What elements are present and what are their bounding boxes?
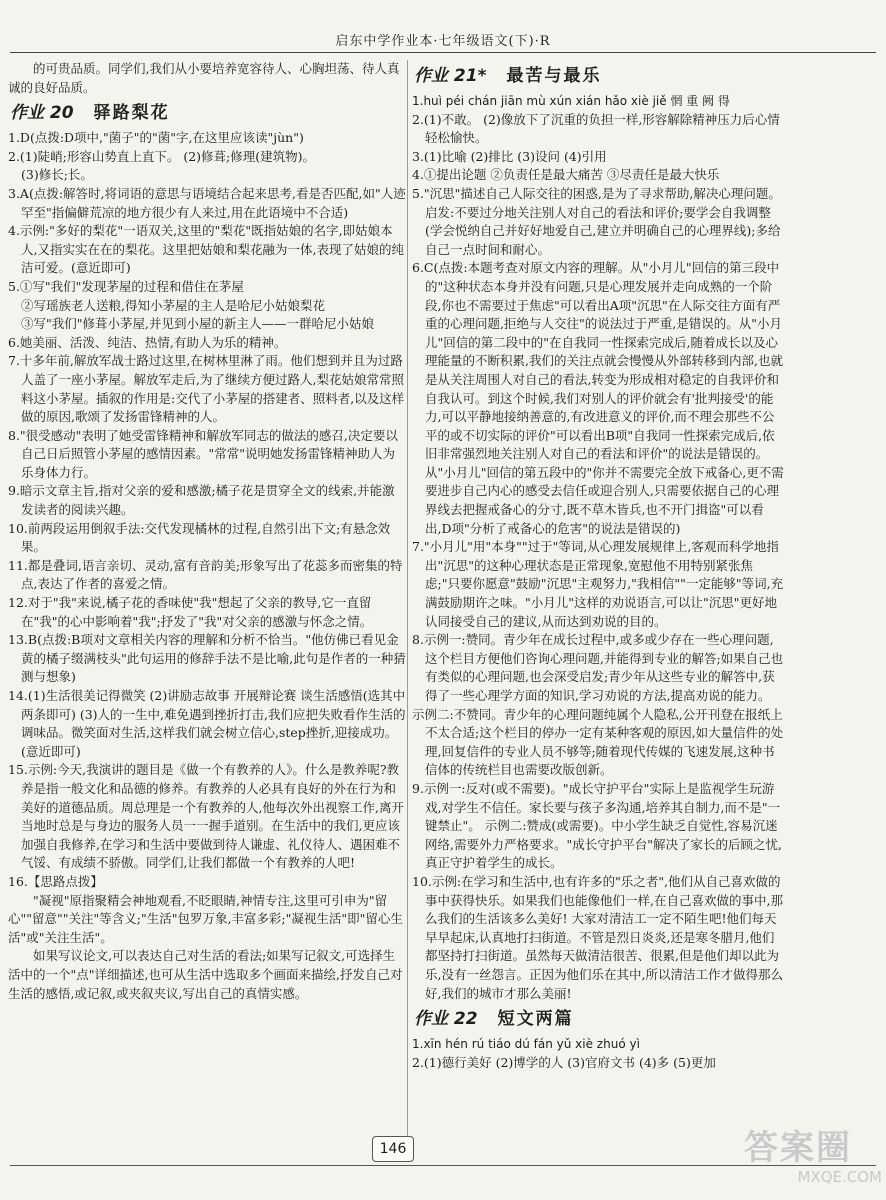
section-label: 作业 21* xyxy=(414,66,487,86)
answer-item: 1.D(点拨:D项中,"菌子"的"菌"字,在这里应该读"jùn") xyxy=(8,130,304,146)
answer-item: 7.十多年前,解放军战士路过这里,在树林里淋了雨。他们想到并且为过路人盖了一座小茅屋。解放军走后,为了继续方便过路人,梨花姑娘常常照料这小茅屋。插叙的作用是:交代了小茅屋的搭建者、照料者,以及这样做的原因,歌颂了发扬雷锋精神的人。 xyxy=(8,353,405,425)
section-title: 驿路梨花 xyxy=(93,103,170,124)
answer-item: "凝视"原指聚精会神地观看,不眨眼睛,神情专注,这里可引申为"留心""留意""关注"等含义;"生活"包罗万象,丰富多彩;"凝视生活"即"留心生活"或"关注生活"。 xyxy=(8,892,403,945)
answer-item: (3)修长;长。 xyxy=(21,167,93,183)
answer-item: 6.她美丽、活泼、纯洁、热情,有助人为乐的精神。 xyxy=(8,334,287,350)
header-rule xyxy=(10,52,876,53)
answer-item: 2.(1)不敢。 (2)像放下了沉重的负担一样,形容解除精神压力后心情轻松愉快。 xyxy=(412,111,780,146)
answer-item: 14.(1)生活很美记得微笑 (2)讲励志故事 开展辩论赛 谈生活感悟(选其中两条即可) (3)人的一生中,难免遇到挫折打击,我们应把失败看作生活的调味品。微笑面对生活,这样我们就会树立信心,step挫折,迎接成功。(意近即可) xyxy=(8,688,406,759)
answer-item: 12.对于"我"来说,橘子花的香味使"我"想起了父亲的教导,它一直留在"我"的心中影响着"我";抒发了"我"对父亲的感激与怀念之情。 xyxy=(8,595,373,629)
section-label: 作业 20 xyxy=(10,103,74,124)
answer-item: 5."沉思"描述自己人际交往的困惑,是为了寻求帮助,解决心理问题。启发:不要过分地关注别人对自己的看法和评价;要学会自我调整(学会悦纳自己并好好地爱自己,建立并明确自己的心理界线);多给自己一点时间和耐心。 xyxy=(412,185,781,257)
answer-item: 示例二:不赞同。青少年的心理问题纯属个人隐私,公开刊登在报纸上不太合适;这个栏目的停办一定有某种客观的原因,如大量信件的处理,回复信件的专业人员不够等;随着现代传媒的飞速发展,这种书信体的传统栏目也需要改版创新。 xyxy=(412,706,784,778)
answer-item: ③写"我们"修葺小茅屋,并见到小屋的新主人——一群哈尼小姑娘 xyxy=(21,316,374,332)
answer-item: 15.示例:今天,我演讲的题目是《做一个有教养的人》。什么是教养呢?教养是指一般文化和品德的修养。有教养的人必具有良好的外在行为和美好的道德品质。周总理是一个有教养的人,他每次外出视察工作,离开当地时总是与身边的服务人员一一握手道别。在生活中的我们,更应该加强自我修养,在学习和生活中要做到待人谦虚、礼仪待人、遇困难不气馁、有成绩不骄傲。同学们,让我们都做一个有教养的人吧! xyxy=(8,762,404,871)
section-label: 作业 22 xyxy=(414,1009,478,1030)
answer-item: 如果写议论文,可以表达自己对生活的看法;如果写记叙文,可选择生活中的一个"点"详细描述,也可从生活中选取多个画面来描绘,抒发自己对生活的感悟,或记叙,或夹叙夹议,写出自己的真情实感。 xyxy=(8,948,403,1001)
watermark-logo xyxy=(744,1128,882,1194)
answer-item: 9.示例一:反对(或不需要)。"成长守护平台"实际上是监视学生玩游戏,对学生不信任。家长要与孩子多沟通,培养其自制力,而不是"一键禁止"。 示例二:赞成(或需要)。中小学生缺乏自觉性,容易沉迷网络,需要外力严格要求。"成长守护平台"解决了家长的后顾之忧,真正守护着学生的成长。 xyxy=(412,780,782,871)
section-title: 短文两篇 xyxy=(497,1009,574,1030)
answer-item: 10.示例:在学习和生活中,也有许多的"乐之者",他们从自己喜欢做的事中获得快乐。如果我们也能像他们一样,在自己喜欢做的事中,那么我们的生活该多么美好! 大家对清洁工一定不陌生吧!他们每天早早起床,认真地打扫街道。不管是烈日炎炎,还是寒冬腊月,他们都坚持打扫街道。虽然每天做清洁很苦、很累,但是他们却以此为乐,没有一丝怨言。正因为他们乐在其中,所以清洁工作才做得那么好,我们的城市才那么美丽! xyxy=(412,873,783,1001)
section-heading-22 xyxy=(414,1008,784,1030)
section-title: 最苦与最乐 xyxy=(506,66,602,86)
running-header: 启东中学作业本·七年级语文(下)·R xyxy=(335,34,551,49)
answer-item: 5.①写"我们"发现茅屋的过程和借住在茅屋 xyxy=(8,278,244,294)
answer-item: 1.huì péi chán jiān mù xún xián hǎo xiè jiě 惘 重 阙 得 xyxy=(412,94,730,108)
watermark-logo-text: 答案圈 xyxy=(744,1128,852,1168)
answer-item: 8."很受感动"表明了她受雷锋精神和解放军同志的做法的感召,决定要以自己日后照管小茅屋的感情因素。"常常"说明她发扬雷锋精神助人为乐身体力行。 xyxy=(8,427,398,480)
section-heading-21 xyxy=(414,65,784,87)
answer-item: 9.暗示文章主旨,指对父亲的爱和感激;橘子花是贯穿全文的线索,并能激发读者的阅读兴趣。 xyxy=(8,483,395,518)
answer-item: 1.xīn hén rú tiáo dú fán yǔ xiè zhuó yì xyxy=(412,1037,640,1052)
watermark-url: MXQE.COM xyxy=(797,1168,882,1186)
answer-item: ②写瑶族老人送粮,得知小茅屋的主人是哈尼小姑娘梨花 xyxy=(21,297,325,313)
page-number: 146 xyxy=(372,1136,414,1162)
answer-item: 4.示例:"多好的梨花"一语双关,这里的"梨花"既指姑娘的名字,即姑娘本人,又指实实在在的梨花。这里把姑娘和梨花融为一体,表现了姑娘的纯洁可爱。(意近即可) xyxy=(8,223,404,276)
column-divider xyxy=(407,60,408,1160)
answer-item: 10.前两段运用倒叙手法:交代发现橘林的过程,自然引出下文;有悬念效果。 xyxy=(8,520,391,555)
answer-item: 11.都是叠词,语言亲切、灵动,富有音韵美;形象写出了花蕊多而密集的特点,表达了作者的喜爱之情。 xyxy=(8,557,403,592)
answer-item: 4.①提出论题 ②负责任是最大痛苦 ③尽责任是最大快乐 xyxy=(412,167,720,183)
answer-item: 2.(1)德行美好 (2)博学的人 (3)官府文书 (4)多 (5)更加 xyxy=(412,1054,716,1070)
answer-item: 8.示例一:赞同。青少年在成长过程中,或多或少存在一些心理问题,这个栏目方便他们咨询心理问题,并能得到专业的解答;如果自己也有类似的心理问题,也会深受启发;青少年从这些专业的解答中,获得了一些心理学方面的知识,学习劝说的方法,提高劝说的能力。 xyxy=(412,632,784,703)
left-column xyxy=(8,60,406,1003)
right-column xyxy=(412,60,784,1072)
answer-item: 6.C(点拨:本题考查对原文内容的理解。从"小月儿"回信的第三段中的"这种状态本身并没有问题,只是心理发展并走向成熟的一个阶段,你也不需要过于焦虑"可以看出A项"沉思"在人际交往方面有严重的心理问题,拒绝与人交往"的说法过于严重,是错误的。从"小月儿"回信的第二段中的"在自我同一性探索完成后,随着成长以及心理能量的不断积累,我们的关注点就会慢慢从外部转移到内部,也就是从关注周围人对自己的看法,转变为形成相对稳定的自我评价和自我认可。到这个时候,我们对别人的评价就会有'批判接受'的能力,可以平静地接纳善意的,有改进意义的评价,而不理会那些不公平的或不切实际的评价"可以看出B项"自我同一性探索完成后,依旧非常强烈地关注别人对自己的看法和评价"的说法是错误的。从"小月儿"回信的第五段中的"你并不需要完全放下戒备心,更不需要进步自己内心的感受去信任或迎合别人,只需要依据自己的心理界线去把握戒备心的分寸,既不草木皆兵,也不开门揖盗"可以看出,D项"分析了戒备心的危害"的说法是错误的) xyxy=(412,260,784,536)
section-heading-20 xyxy=(10,102,406,124)
intro-paragraph: 的可贵品质。同学们,我们从小要培养宽容待人、心胸坦荡、待人真诚的良好品质。 xyxy=(8,61,400,95)
answer-item: 3.A(点拨:解答时,将词语的意思与语境结合起来思考,看是否匹配,如"人迹罕至"指偏僻荒凉的地方很少有人来过,用在此语境中不合适) xyxy=(8,185,406,220)
answer-item: 13.B(点拨:B项对文章相关内容的理解和分析不恰当。"他仿佛已看见金黄的橘子缀满枝头"此句运用的修辞手法不是比喻,此句是作者的一种猜测与想象) xyxy=(8,632,406,685)
answer-item: 2.(1)陡峭;形容山势直上直下。 (2)修葺;修理(建筑物)。 xyxy=(8,148,315,164)
answer-item: 16.【思路点拨】 xyxy=(8,873,103,889)
answer-item: 7."小月儿"用"本身""过于"等词,从心理发展规律上,客观而科学地指出"沉思"的这种心理状态是正常现象,宽慰他不用特别紧张焦虑;"只要你愿意"鼓励"沉思"主观努力,"我相信""一定能够"等词,充满鼓励期许之味。"小月儿"这样的劝说语言,可以让"沉思"更好地认同接受自己的建议,从而达到劝说的目的。 xyxy=(412,539,784,629)
answer-item: 3.(1)比喻 (2)排比 (3)设问 (4)引用 xyxy=(412,148,607,164)
